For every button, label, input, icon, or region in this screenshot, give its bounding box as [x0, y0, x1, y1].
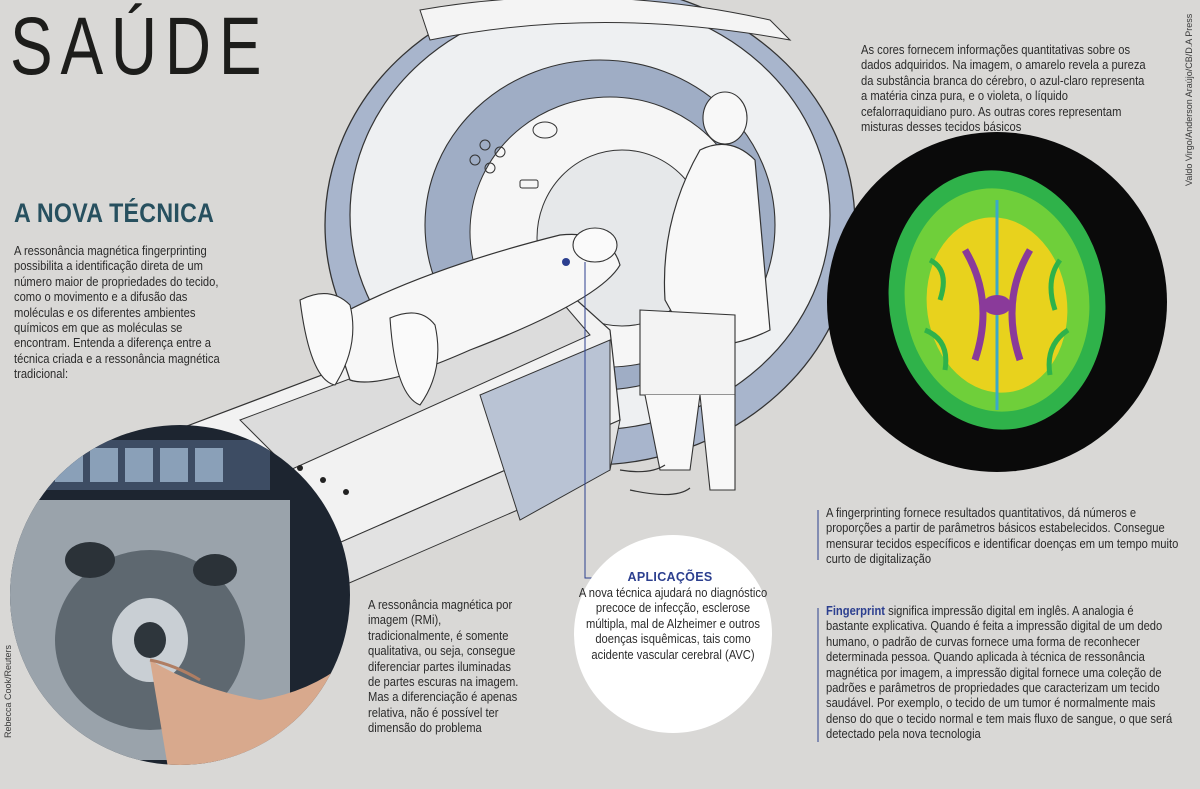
photo-credit: Rebecca Cook/Reuters [3, 644, 13, 738]
applications-text: A nova técnica ajudará no diagnóstico precoce de infecção, esclerose múltipla, mal de Alzheimer e outros doenças isquêmicas, tais como acidente vascular cerebral (AVC) [578, 585, 768, 662]
quantitative-note: A fingerprinting fornece resultados quantitativos, dá números e proporções a partir de parâmetros básicos estabelecidos. Consegue mensurar tecidos específicos e identificar doenças em um tempo muito curto de digitalização [826, 505, 1179, 567]
fingerprint-keyword: Fingerprint [826, 603, 886, 618]
section-title: SAÚDE [10, 1, 270, 92]
fingerprint-note [826, 603, 1179, 742]
intro-text: A ressonância magnética fingerprinting possibilita a identificação direta de um número maior de propriedades do tecido, como o movimento e a difusão das moléculas e os diferentes ambientes químicos em que as moléculas se encontram. Entenda a diferença entre a técnica criada e a ressonância magnética tradicional: [14, 243, 220, 382]
illustration-credit: Valdo Virgo/Anderson Araújo/CB/D.A Press [1184, 13, 1194, 186]
colors-note: As cores fornecem informações quantitativas sobre os dados adquiridos. Na imagem, o amarelo revela a pureza da substância branca do cérebro, o azul-claro representa a matéria cinza pura, e o violeta, o líquido cefalorraquidiano puro. As outras cores representam misturas desses tecidos básicos [861, 42, 1146, 135]
headline: A NOVA TÉCNICA [14, 198, 215, 228]
traditional-mri-note: A ressonância magnética por imagem (RMi), tradicionalmente, é somente qualitativa, ou seja, consegue diferenciar partes iluminadas de partes escuras na imagem. Mas a diferenciação é apenas relativa, não é possível ter dimensão do problema [368, 597, 519, 736]
fingerprint-text: significa impressão digital em inglês. A analogia é bastante explicativa. Quando é feita a impressão digital de um dedo humano, o padrão de curvas fornece uma forma de reconhecer determinada pessoa. Quando aplicada à técnica de ressonância magnética por imagem, a impressão digital fornece uma coleção de padrões e parâmetros de propriedades que caracterizam um tecido saudável. Por exemplo, o tecido de um tumor é normalmente mais denso do que o tecido normal e tem mais fluxo de sangue, o que será detectado pela nova tecnologia [826, 603, 1173, 742]
applications-title: APLICAÇÕES [627, 570, 713, 584]
